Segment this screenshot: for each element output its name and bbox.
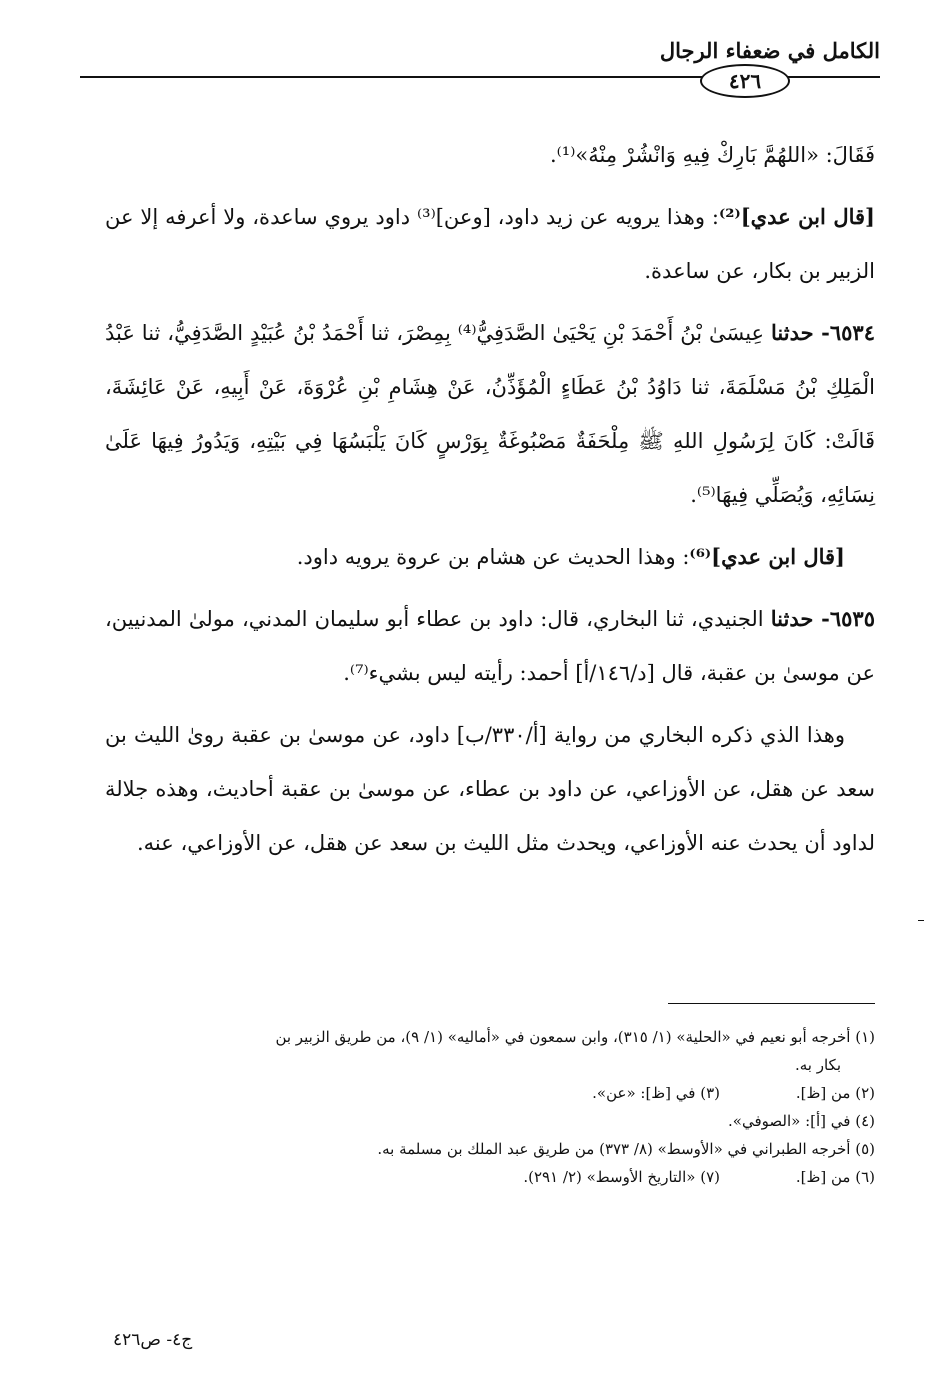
page-reference: ج٤- ص٤٢٦ [113, 1330, 193, 1350]
hadith-number-label: ٦٥٣٤- حدثنا [771, 320, 875, 345]
line-1: فَقَالَ: «اللهُمَّ بَارِكْ فِيهِ وَانْشُرْ مِنْهُ»⁽¹⁾. [549, 143, 875, 167]
page-number: ٤٢٦ [700, 64, 790, 98]
ibn-adi-comment-2 [105, 530, 875, 584]
comment-text: : وهذا يرويه عن زيد داود، [وعن]⁽³⁾ داود يروي ساعدة، ولا أعرفه إلا عن الزبير بن بكار، عن ساعدة. [105, 205, 875, 283]
hadith-text: عِيسَىٰ بْنُ أَحْمَدَ بْنِ يَحْيَىٰ الصَّدَفِيُّ⁽⁴⁾ بِمِصْرَ، ثنا أَحْمَدُ بْنُ عُبَيْدٍ الصَّدَفِيُّ، ثنا عَبْدُ الْمَلِكِ بْنُ مَسْلَمَةَ، ثنا دَاوُدُ بْنُ عَطَاءٍ الْمُؤَذِّنُ، عَنْ هِشَامِ بْنِ عُرْوَةَ، عَنْ أَبِيهِ، عَنْ عَائِشَةَ، قَالَتْ: كَانَ لِرَسُولِ اللهِ ﷺ مِلْحَفَةٌ مَصْبُوغَةٌ بِوَرْسٍ كَانَ يَلْبَسُهَا فِي بَيْتِهِ، وَيَدُورُ فِيهَا عَلَىٰ نِسَائِهِ، وَيُصَلِّي فِيهَا⁽⁵⁾. [105, 321, 875, 507]
footnote-6: (٦) من [ظ]. [795, 1168, 875, 1186]
footnotes [105, 1023, 875, 1191]
footnote-1: (١) أخرجه أبو نعيم في «الحلية» (١/ ٣١٥)، وابن سمعون في «أماليه» (١/ ٩)، من طريق الزبير بن [275, 1028, 875, 1046]
footnote-1-continuation: بكار به. [794, 1056, 841, 1074]
hadith-ending-line [105, 128, 875, 182]
footnote-5: (٥) أخرجه الطبراني في «الأوسط» (٨/ ٣٧٣) من طريق عبد الملك بن مسلمة به. [377, 1140, 875, 1158]
comment-label: [قال ابن عدي]⁽²⁾ [718, 204, 875, 229]
ibn-adi-comment-1 [105, 190, 875, 298]
comment-label: [قال ابن عدي]⁽⁶⁾ [689, 544, 845, 569]
page-header [80, 36, 880, 93]
footnote-row-6-7 [105, 1163, 875, 1191]
closing-paragraph [105, 708, 875, 870]
hadith-6535 [105, 592, 875, 700]
hadith-text: الجنيدي، ثنا البخاري، قال: داود بن عطاء أبو سليمان المدني، مولىٰ المدنيين، عن موسىٰ بن عقبة، قال [د/١٤٦/أ] أحمد: رأيته ليس بشيء⁽⁷⁾. [105, 607, 875, 685]
hadith-number-label: ٦٥٣٥- حدثنا [770, 606, 875, 631]
margin-mark [918, 920, 924, 921]
footnote-row-2-3 [105, 1079, 875, 1107]
footnote-3: (٣) في [ظ]: «عن». [592, 1084, 720, 1102]
comment-text: : وهذا الحديث عن هشام بن عروة يرويه داود. [296, 545, 690, 569]
hadith-6534 [105, 306, 875, 522]
footnote-2: (٢) من [ظ]. [795, 1084, 875, 1102]
main-text [105, 128, 875, 878]
book-title: الكامل في ضعفاء الرجال [659, 38, 880, 63]
footnote-4: (٤) في [أ]: «الصوفي». [728, 1112, 875, 1130]
footnote-rule [668, 1003, 875, 1004]
footnote-7: (٧) «التاريخ الأوسط» (٢/ ٢٩١). [523, 1168, 720, 1186]
paragraph-text: وهذا الذي ذكره البخاري من رواية [أ/٣٣٠/ب] داود، عن موسىٰ بن عقبة روىٰ الليث بن سعد عن هقل، عن الأوزاعي، عن داود بن عطاء، عن موسىٰ بن عقبة أحاديث، وهذه جلالة لداود أن يحدث عنه الأوزاعي، ويحدث مثل الليث بن سعد عن هقل، عن الأوزاعي، عنه. [105, 723, 875, 855]
